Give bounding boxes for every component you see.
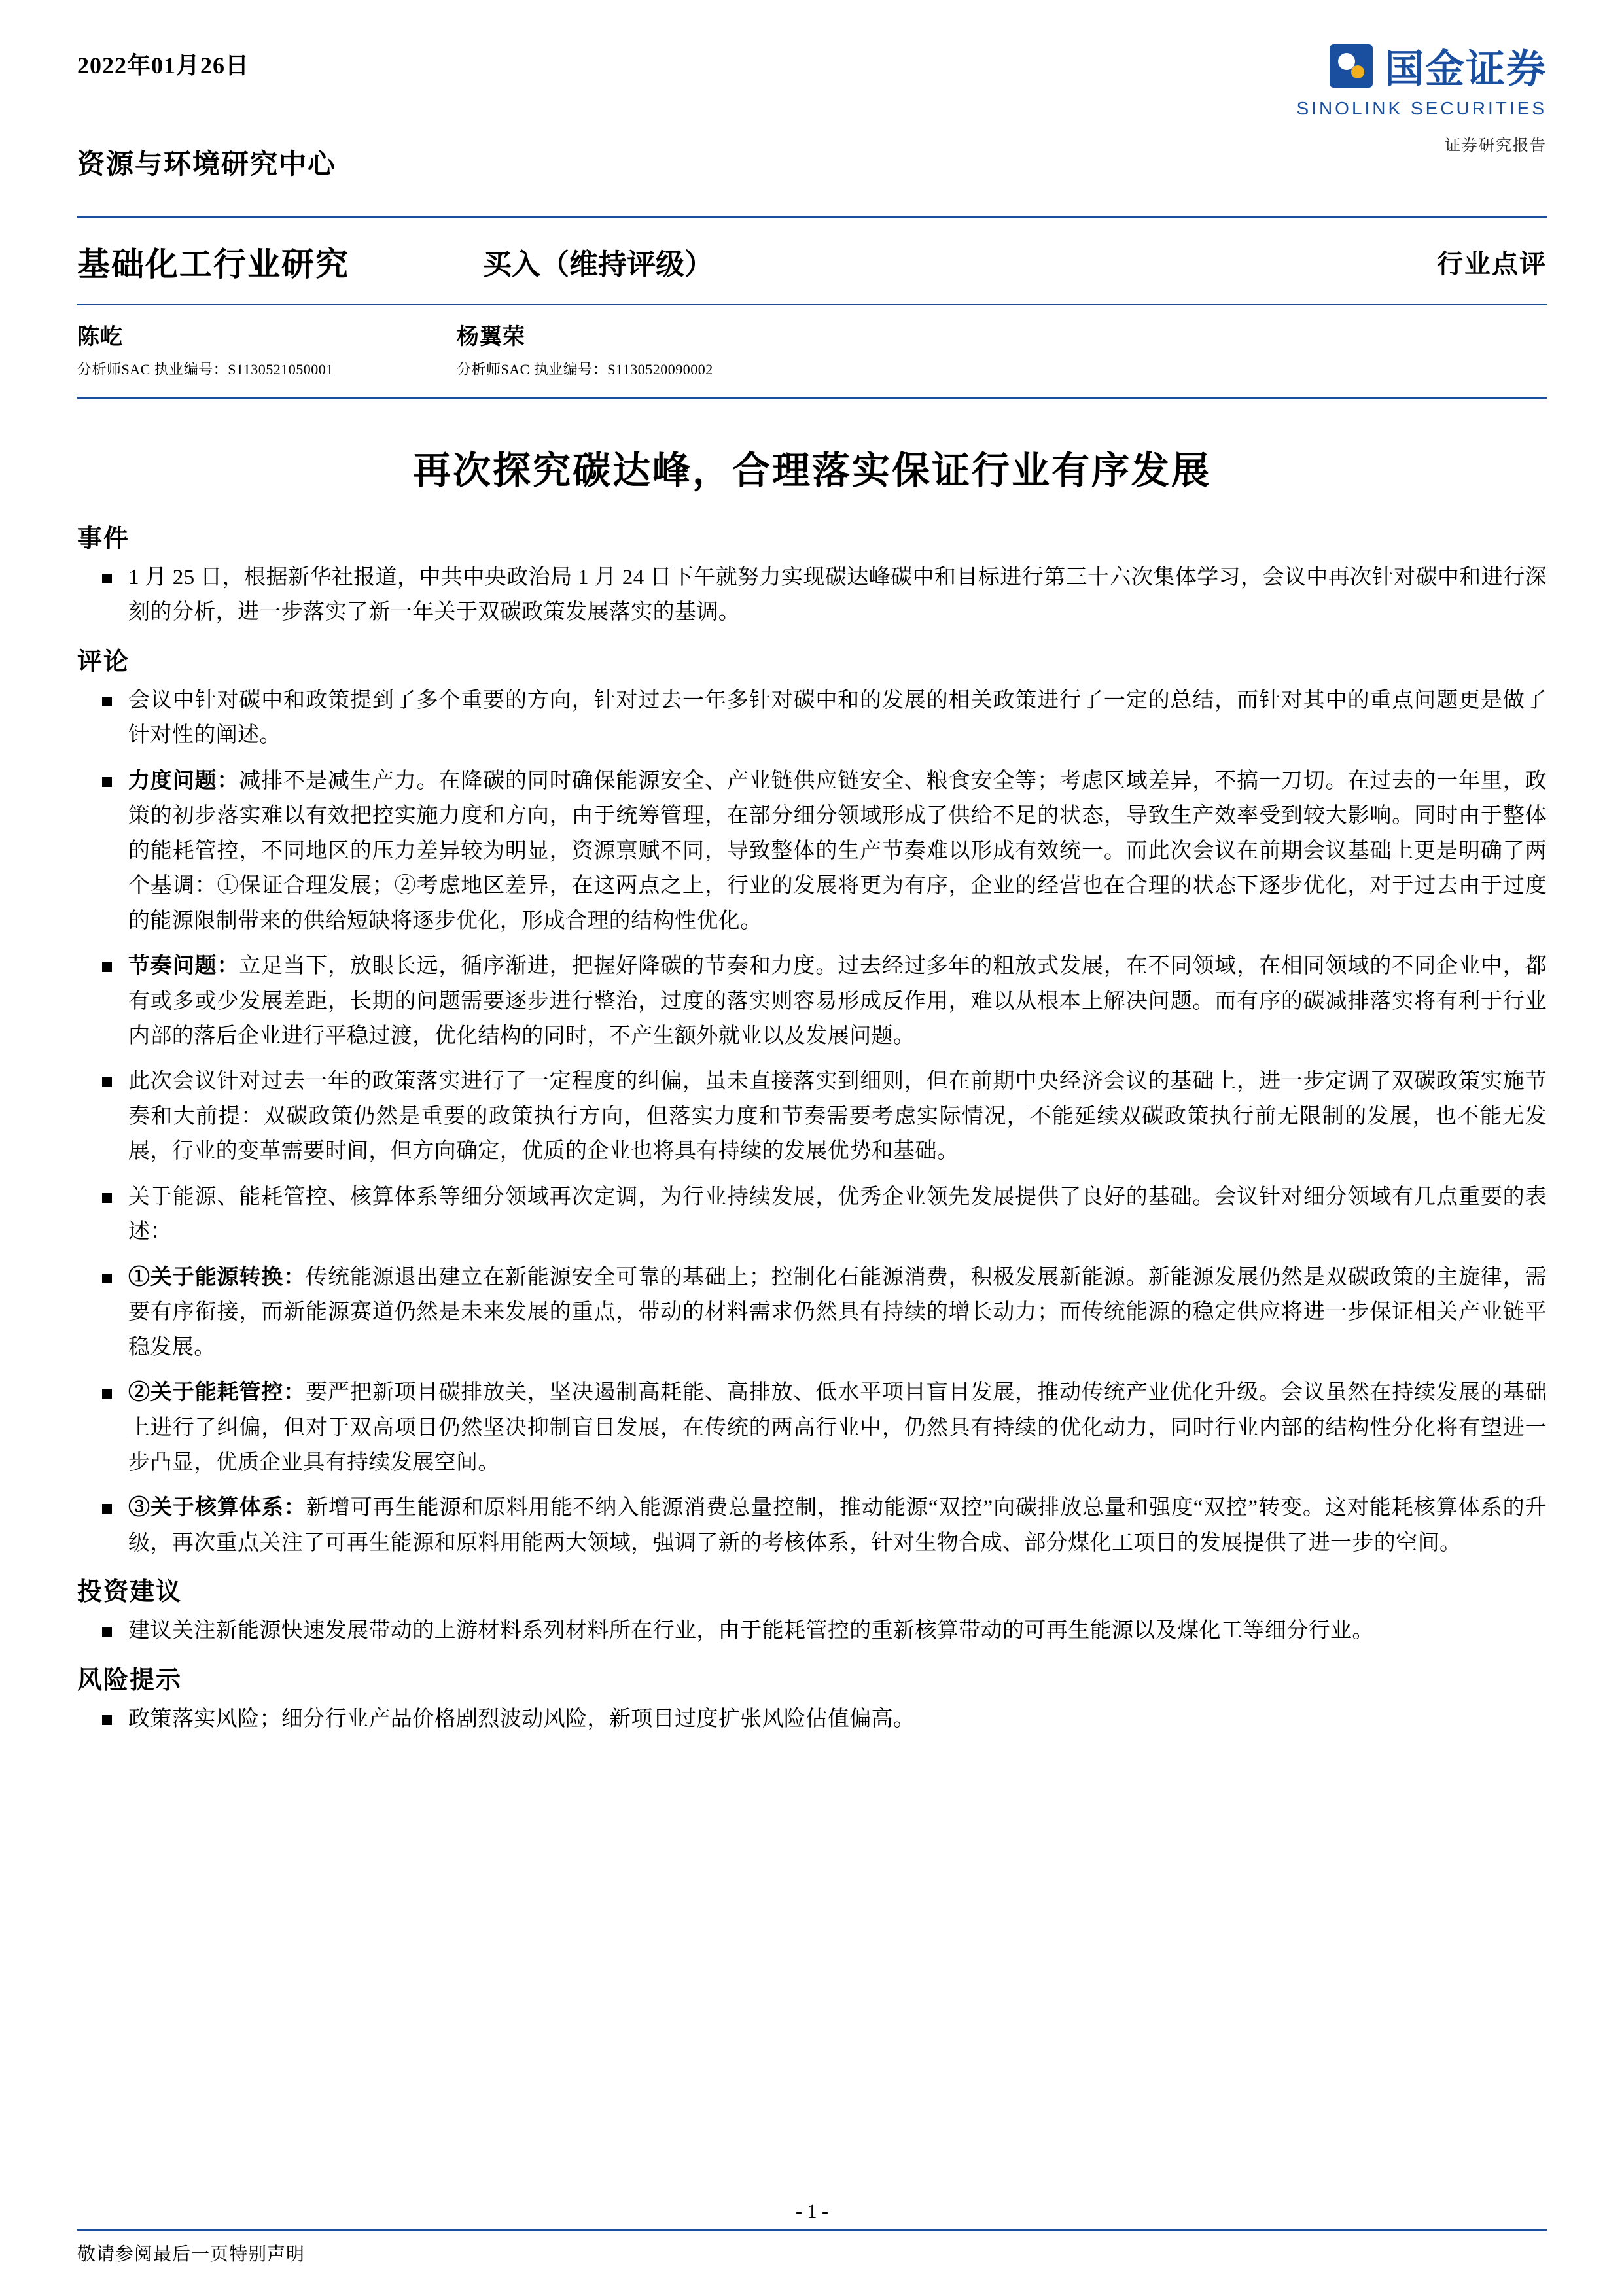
list-item (77, 764, 1547, 939)
section-heading-investment-advice: 投资建议 (77, 1578, 183, 1607)
list-item (77, 561, 1547, 631)
analyst-name: 陈屹 (77, 325, 123, 349)
list-item (77, 1376, 1547, 1480)
list-item (77, 1064, 1547, 1169)
page-title: 再次探究碳达峰，合理落实保证行业有序发展 (412, 449, 1211, 492)
analyst-sac-number: 分析师SAC 执业编号：S1130521050001 (77, 361, 334, 377)
analyst-list (77, 305, 1547, 399)
section-list-investment-advice (77, 1614, 1547, 1648)
section-heading-risk: 风险提示 (77, 1666, 183, 1694)
logo-chinese-name: 国金证券 (1385, 48, 1547, 91)
section-list-comment (77, 684, 1547, 1561)
list-item (77, 1180, 1547, 1250)
bullet-text: 会议中针对碳中和政策提到了多个重要的方向，针对过去一年多针对碳中和的发展的相关政策进行了一定的总结，而针对其中的重点问题更是做了针对性的阐述。 (128, 688, 1547, 748)
list-item (77, 949, 1547, 1054)
footer-divider (77, 2229, 1547, 2231)
section-heading-comment: 评论 (77, 648, 130, 676)
analyst-sac-number: 分析师SAC 执业编号：S1130520090002 (457, 361, 713, 377)
rating-badge: 买入（维持评级） (483, 249, 713, 281)
list-item (77, 1702, 1547, 1737)
bullet-text: 减排不是减生产力。在降碳的同时确保能源安全、产业链供应链安全、粮食安全等；考虑区域差异，不搞一刀切。在过去的一年里，政策的初步落实难以有效把控实施力度和方向，由于统筹管理，在部分细分领域形成了供给不足的状态，导致生产效率受到较大影响。同时由于整体的能耗管控，不同地区的压力差异较为明显，资源禀赋不同，导致整体的生产节奏难以形成有效统一。而此次会议在前期会议基础上更是明确了两个基调：①保证合理发展；②考虑地区差异，在这两点之上，行业的发展将更为有序，企业的经营也在合理的状态下逐步优化，对于过去由于过度的能源限制带来的供给短缺将逐步优化，形成合理的结构性优化。 (128, 769, 1547, 933)
logo-english-name: SINOLINK SECURITIES (1296, 98, 1547, 118)
bullet-text: 1 月 25 日，根据新华社报道，中共中央政治局 1 月 24 日下午就努力实现碳达峰碳中和目标进行第三十六次集体学习，会议中再次针对碳中和进行深刻的分析，进一步落实了新一年关于双碳政策发展落实的基调。 (128, 566, 1547, 625)
bullet-lead: ③关于核算体系： (128, 1496, 306, 1520)
bullet-text: 政策落实风险；细分行业产品价格剧烈波动风险，新项目过度扩张风险估值偏高。 (128, 1707, 915, 1731)
bullet-text: 新增可再生能源和原料用能不纳入能源消费总量控制，推动能源“双控”向碳排放总量和强度“双控”转变。这对能耗核算体系的升级，再次重点关注了可再生能源和原料用能两大领域，强调了新的考核体系，针对生物合成、部分煤化工项目的发展提供了进一步的空间。 (128, 1496, 1547, 1555)
section-list-event (77, 561, 1547, 631)
list-item (77, 1491, 1547, 1561)
report-date: 2022年01月26日 (77, 52, 250, 78)
bullet-text: 建议关注新能源快速发展带动的上游材料系列材料所在行业，由于能耗管控的重新核算带动的可再生能源以及煤化工等细分行业。 (128, 1619, 1374, 1643)
industry-title: 基础化工行业研究 (77, 246, 349, 283)
page-header (77, 0, 1547, 216)
bullet-text: 要严把新项目碳排放关，坚决遏制高耗能、高排放、低水平项目盲目发展，推动传统产业优化升级。会议虽然在持续发展的基础上进行了纠偏，但对于双高项目仍然坚决抑制盲目发展，在传统的两高行业中，仍然具有持续的优化动力，同时行业内部的结构性分化将有望进一步凸显，优质企业具有持续发展空间。 (128, 1381, 1547, 1474)
page-number: - 1 - (796, 2200, 828, 2222)
report-body (77, 518, 1547, 1737)
footer-disclaimer: 敬请参阅最后一页特别声明 (77, 2244, 306, 2265)
analyst-entry (77, 319, 334, 379)
analyst-entry (457, 319, 713, 379)
report-category-label: 行业点评 (1437, 249, 1547, 279)
research-center-name: 资源与环境研究中心 (77, 150, 337, 180)
bullet-lead: 力度问题： (128, 769, 239, 793)
bullet-lead: 节奏问题： (128, 954, 239, 979)
analyst-name: 杨翼荣 (457, 325, 525, 349)
industry-band (77, 216, 1547, 305)
list-item (77, 684, 1547, 754)
page-footer (77, 2200, 1547, 2266)
list-item (77, 1614, 1547, 1648)
bullet-text: 传统能源退出建立在新能源安全可靠的基础上；控制化石能源消费，积极发展新能源。新能源发展仍然是双碳政策的主旋律，需要有序衔接，而新能源赛道仍然是未来发展的重点，带动的材料需求仍然具有持续的增长动力；而传统能源的稳定供应将进一步保证相关产业链平稳发展。 (128, 1265, 1547, 1359)
section-list-risk (77, 1702, 1547, 1737)
section-heading-event: 事件 (77, 525, 130, 553)
sinolink-mark-icon (1330, 44, 1373, 88)
company-logo (1296, 38, 1547, 155)
list-item (77, 1261, 1547, 1365)
bullet-text: 立足当下，放眼长远，循序渐进，把握好降碳的节奏和力度。过去经过多年的粗放式发展，在不同领域，在相同领域的不同企业中，都有或多或少发展差距，长期的问题需要逐步进行整治，过度的落实则容易形成反作用，难以从根本上解决问题。而有序的碳减排落实将有利于行业内部的落后企业进行平稳过渡，优化结构的同时，不产生额外就业以及发展问题。 (128, 954, 1547, 1048)
bullet-text: 此次会议针对过去一年的政策落实进行了一定程度的纠偏，虽未直接落实到细则，但在前期中央经济会议的基础上，进一步定调了双碳政策实施节奏和大前提：双碳政策仍然是重要的政策执行方向，但落实力度和节奏需要考虑实际情况，不能延续双碳政策执行前无限制的发展，也不能无发展，行业的变革需要时间，但方向确定，优质的企业也将具有持续的发展优势和基础。 (128, 1070, 1547, 1164)
report-type-label: 证券研究报告 (1445, 137, 1547, 154)
bullet-text: 关于能源、能耗管控、核算体系等细分领域再次定调，为行业持续发展，优秀企业领先发展提供了良好的基础。会议针对细分领域有几点重要的表述： (128, 1185, 1547, 1244)
bullet-lead: ②关于能耗管控： (128, 1381, 306, 1405)
bullet-lead: ①关于能源转换： (128, 1265, 306, 1289)
